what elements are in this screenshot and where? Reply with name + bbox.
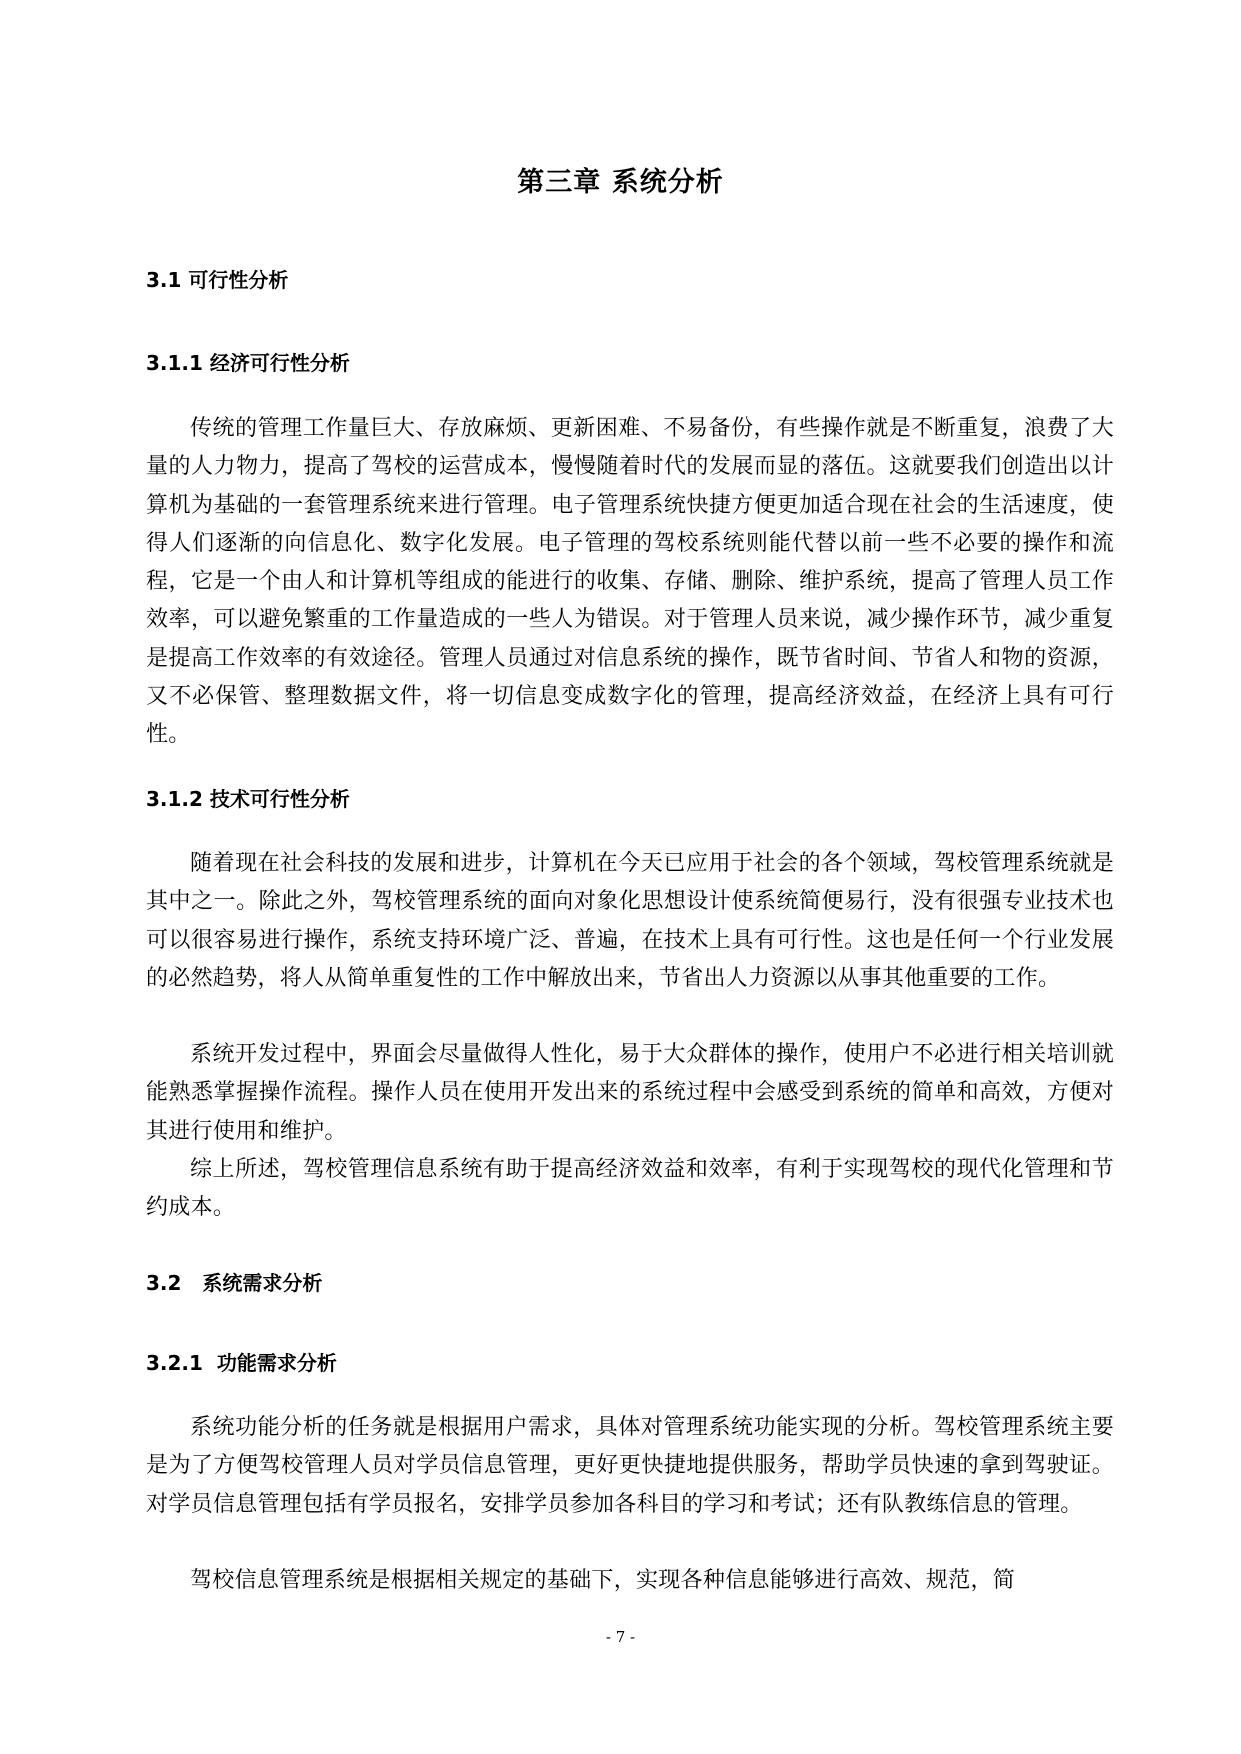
section-heading-3-1: 3.1 可行性分析 [146, 268, 289, 292]
section-heading-3-1-2: 3.1.2 技术可行性分析 [146, 787, 350, 811]
paragraph-interface-design: 系统开发过程中，界面会尽量做得人性化，易于大众群体的操作，使用户不必进行相关培训就能熟悉掌握操作流程。操作人员在使用开发出来的系统过程中会感受到系统的简单和高效，方便对其进行使用和维护。 [146, 1042, 1114, 1144]
section-heading-3-2: 3.2 系统需求分析 [146, 1271, 323, 1295]
paragraph-functional-requirements: 系统功能分析的任务就是根据用户需求，具体对管理系统功能实现的分析。驾校管理系统主要是为了方便驾校管理人员对学员信息管理，更好更快捷地提供服务，帮助学员快速的拿到驾驶证。对学员信息管理包括有学员报名，安排学员参加各科目的学习和考试；还有队教练信息的管理。 [146, 1415, 1114, 1517]
page-number: - 7 - [605, 1628, 636, 1646]
paragraph-technical-feasibility: 随着现在社会科技的发展和进步，计算机在今天已应用于社会的各个领域，驾校管理系统就是其中之一。除此之外，驾校管理系统的面向对象化思想设计使系统简便易行，没有很强专业技术也可以很容易进行操作，系统支持环境广泛、普遍，在技术上具有可行性。这也是任何一个行业发展的必然趋势，将人从简单重复性的工作中解放出来，节省出人力资源以从事其他重要的工作。 [146, 851, 1114, 991]
section-heading-3-2-1: 3.2.1 功能需求分析 [146, 1351, 337, 1375]
paragraph-economic-feasibility: 传统的管理工作量巨大、存放麻烦、更新困难、不易备份，有些操作就是不断重复，浪费了大量的人力物力，提高了驾校的运营成本，慢慢随着时代的发展而显的落伍。这就要我们创造出以计算机为基础的一套管理系统来进行管理。电子管理系统快捷方便更加适合现在社会的生活速度，使得人们逐渐的向信息化、数字化发展。电子管理的驾校系统则能代替以前一些不必要的操作和流程，它是一个由人和计算机等组成的能进行的收集、存储、删除、维护系统，提高了管理人员工作效率，可以避免繁重的工作量造成的一些人为错误。对于管理人员来说，减少操作环节，减少重复是提高工作效率的有效途径。管理人员通过对信息系统的操作，既节省时间、节省人和物的资源，又不必保管、整理数据文件，将一切信息变成数字化的管理，提高经济效益，在经济上具有可行性。 [146, 416, 1114, 748]
chapter-title: 第三章 系统分析 [517, 167, 724, 198]
paragraph-system-standards: 驾校信息管理系统是根据相关规定的基础下，实现各种信息能够进行高效、规范，简 [190, 1568, 1016, 1593]
section-heading-3-1-1: 3.1.1 经济可行性分析 [146, 351, 350, 375]
paragraph-summary: 综上所述，驾校管理信息系统有助于提高经济效益和效率，有利于实现驾校的现代化管理和节约成本。 [146, 1157, 1114, 1221]
